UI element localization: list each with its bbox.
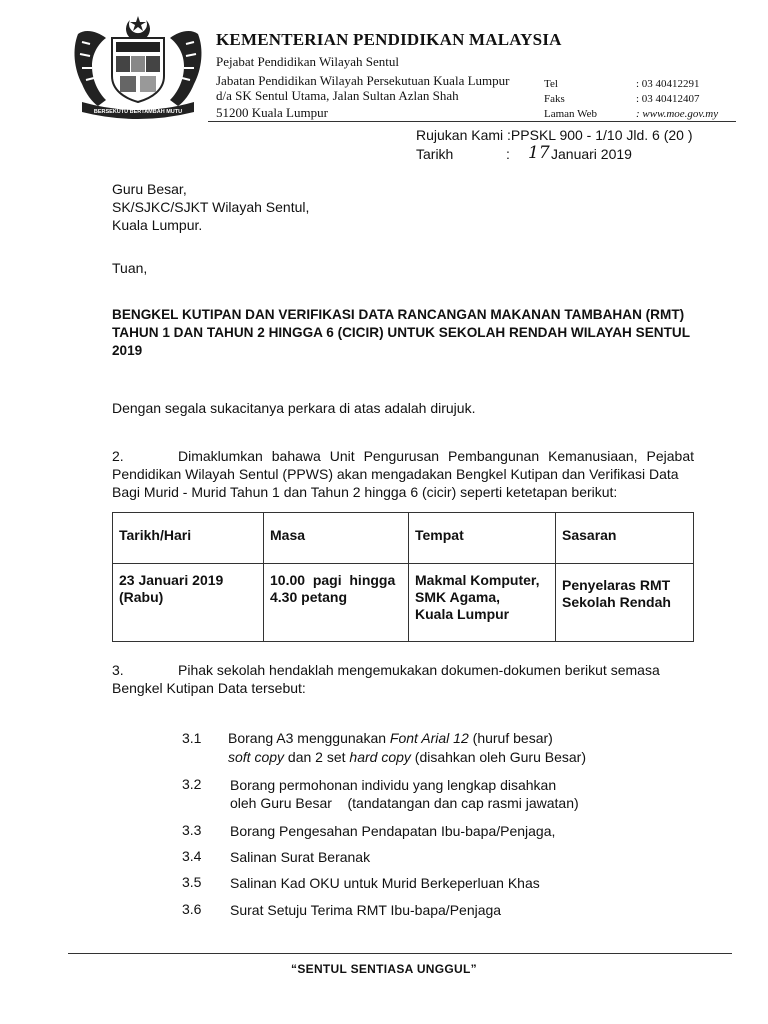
- item-3-2-line-2: oleh Guru Besar (tandatangan dan cap rasmi jawatan): [230, 795, 579, 811]
- cell-time-line-2: 4.30 petang: [270, 589, 348, 605]
- web-value: : www.moe.gov.my: [636, 108, 719, 120]
- item-3-1-number: 3.1: [182, 730, 202, 746]
- item-3-1-text-b-mid: dan 2 set: [284, 749, 350, 765]
- item-3-6-text: Surat Setuju Terima RMT Ibu-bapa/Penjaga: [230, 902, 502, 918]
- fax-label: Faks: [544, 93, 565, 105]
- address-line-3: d/a SK Sentul Utama, Jalan Sultan Azlan Shah: [216, 88, 459, 103]
- ministry-crest-logo: [68, 14, 208, 122]
- schedule-table: [112, 512, 694, 642]
- item-3-5-number: 3.5: [182, 874, 202, 890]
- cell-place-line-1: Makmal Komputer,: [415, 572, 540, 588]
- cell-target-line-2: Sekolah Rendah: [562, 594, 671, 610]
- address-line-4: 51200 Kuala Lumpur: [216, 105, 328, 120]
- schedule-row: [113, 564, 694, 642]
- item-3-1-text-a-end: (huruf besar): [468, 730, 553, 746]
- cell-place-line-3: Kuala Lumpur: [415, 606, 510, 622]
- header-place: Tempat: [409, 513, 556, 564]
- header-target: Sasaran: [556, 513, 694, 564]
- item-3-1-soft-copy: soft copy: [228, 749, 285, 765]
- cell-time-line-1: 10.00 pagi hingga: [270, 572, 396, 588]
- recipient-line-3: Kuala Lumpur.: [112, 217, 203, 233]
- item-3-2-number: 3.2: [182, 776, 202, 792]
- crest-ribbon-text: BERSEKUTU BERTAMBAH MUTU: [93, 109, 183, 115]
- footer-divider: [68, 953, 732, 954]
- item-3-1-line-1: [228, 728, 553, 748]
- item-3-3-number: 3.3: [182, 822, 202, 838]
- letterhead-divider: [208, 121, 736, 122]
- para3-number: 3.: [112, 662, 124, 678]
- salutation: Tuan,: [112, 260, 148, 276]
- ministry-name: KEMENTERIAN PENDIDIKAN MALAYSIA: [216, 30, 562, 49]
- cell-target-line-1: Penyelaras RMT: [562, 577, 671, 593]
- item-3-5-text: Salinan Kad OKU untuk Murid Berkeperluan Khas: [230, 875, 540, 891]
- web-label: Laman Web: [544, 108, 597, 120]
- intro-paragraph: Dengan segala sukacitanya perkara di atas adalah dirujuk.: [112, 400, 476, 416]
- item-3-6-number: 3.6: [182, 901, 202, 917]
- item-3-2-line-1: Borang permohonan individu yang lengkap disahkan: [230, 777, 557, 793]
- item-3-1-hard-copy: hard copy: [349, 749, 411, 765]
- cell-place-line-2: SMK Agama,: [415, 589, 501, 605]
- cell-date-line-2: (Rabu): [119, 589, 164, 605]
- footer-motto: “SENTUL SENTIASA UNGGUL”: [291, 962, 477, 976]
- cell-date: [113, 564, 264, 642]
- reference-number: Rujukan Kami :PPSKL 900 - 1/10 Jld. 6 (20 ): [416, 127, 693, 143]
- item-3-1-text-b-end: (disahkan oleh Guru Besar): [410, 749, 586, 765]
- item-3-1-font-name: Font Arial 12: [389, 730, 469, 746]
- cell-target: [556, 564, 694, 642]
- address-line-2: Jabatan Pendidikan Wilayah Persekutuan Kuala Lumpur: [216, 73, 510, 88]
- cell-place: [409, 564, 556, 642]
- item-3-4-number: 3.4: [182, 848, 202, 864]
- date-day-handwritten: 17: [528, 143, 550, 163]
- address-line-1: Pejabat Pendidikan Wilayah Sentul: [216, 54, 400, 69]
- date-separator: :: [506, 146, 510, 162]
- cell-time: [264, 564, 409, 642]
- fax-value: : 03 40412407: [636, 93, 700, 105]
- letter-subject: BENGKEL KUTIPAN DAN VERIFIKASI DATA RANCANGAN MAKANAN TAMBAHAN (RMT) TAHUN 1 DAN TAHUN 2 HINGGA 6 (CICIR) UNTUK SEKOLAH RENDAH WILAYAH SENTUL 2019: [112, 307, 690, 358]
- para2-number: 2.: [112, 448, 124, 464]
- cell-date-line-1: 23 Januari 2019: [119, 572, 224, 588]
- date-month-year: Januari 2019: [551, 146, 632, 162]
- header-time: Masa: [264, 513, 409, 564]
- item-3-1-text-a: Borang A3 menggunakan: [228, 730, 390, 746]
- para2-line-3: Bagi Murid - Murid Tahun 1 dan Tahun 2 hingga 6 (cicir) seperti ketetapan berikut:: [112, 484, 618, 500]
- item-3-1-line-2: [228, 747, 586, 767]
- recipient-line-1: Guru Besar,: [112, 181, 187, 197]
- item-3-3-text: Borang Pengesahan Pendapatan Ibu-bapa/Penjaga,: [230, 823, 556, 839]
- para3-line-2: Bengkel Kutipan Data tersebut:: [112, 680, 306, 696]
- date-label: Tarikh: [416, 146, 454, 162]
- tel-value: : 03 40412291: [636, 78, 700, 90]
- para3-line-1: Pihak sekolah hendaklah mengemukakan dokumen-dokumen berikut semasa: [178, 662, 660, 678]
- tel-label: Tel: [544, 78, 558, 90]
- para2-line-1: Dimaklumkan bahawa Unit Pengurusan Pembangunan Kemanusiaan, Pejabat: [178, 448, 694, 464]
- schedule-header-row: [113, 513, 694, 564]
- header-date: Tarikh/Hari: [113, 513, 264, 564]
- para2-line-2: Pendidikan Wilayah Sentul (PPWS) akan mengadakan Bengkel Kutipan dan Verifikasi Data: [112, 466, 679, 482]
- recipient-line-2: SK/SJKC/SJKT Wilayah Sentul,: [112, 199, 310, 215]
- item-3-4-text: Salinan Surat Beranak: [230, 849, 371, 865]
